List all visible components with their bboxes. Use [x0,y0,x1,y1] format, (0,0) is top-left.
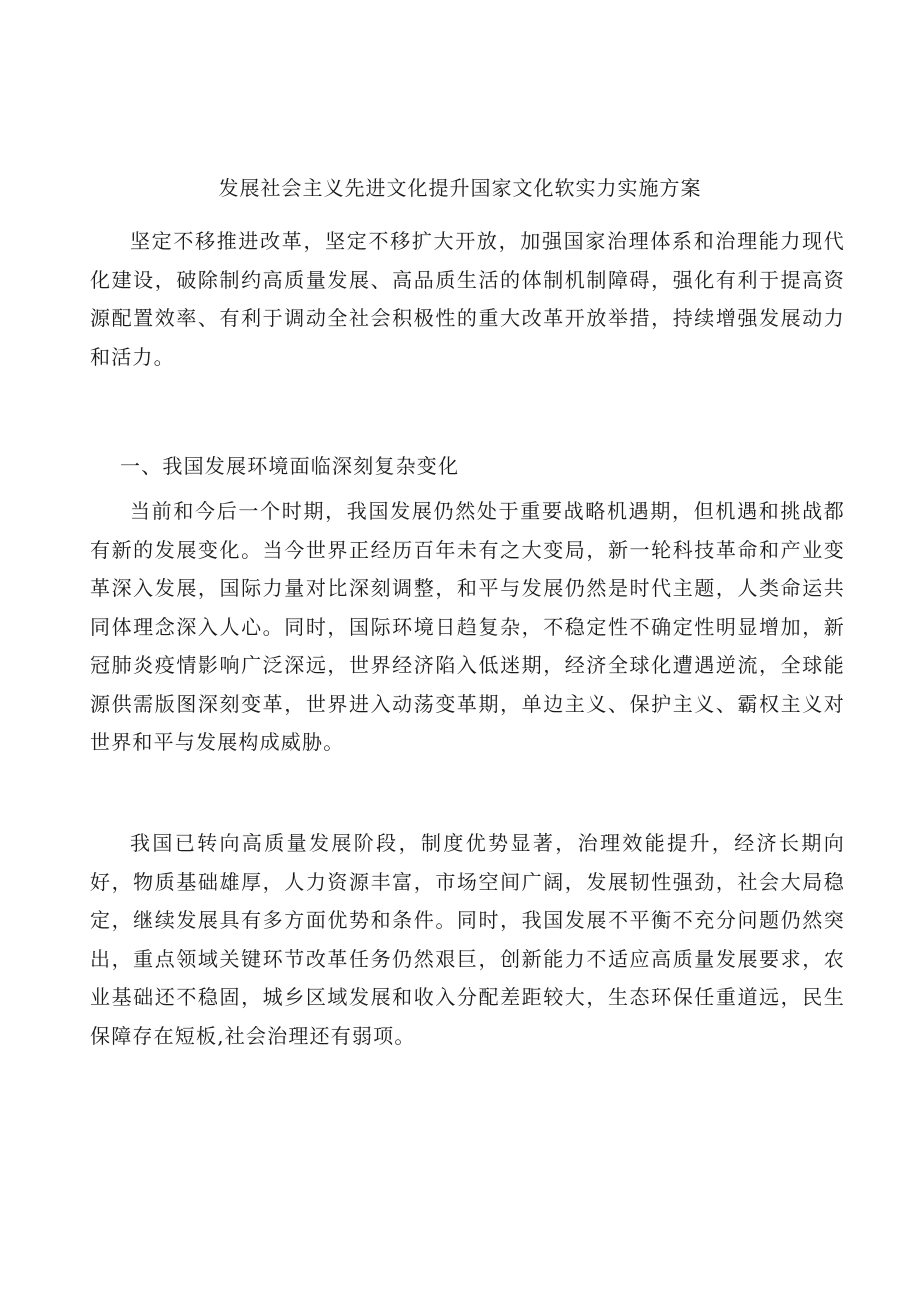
section-paragraph-2: 我国已转向高质量发展阶段，制度优势显著，治理效能提升，经济长期向好，物质基础雄厚，人力资源丰富，市场空间广阔，发展韧性强劲，社会大局稳定，继续发展具有多方面优势和条件。同时，我国发展不平衡不充分问题仍然突出，重点领域关键环节改革任务仍然艰巨，创新能力不适应高质量发展要求，农业基础还不稳固，城乡区域发展和收入分配差距较大，生态环保任重道远，民生保障存在短板,社会治理还有弱项。 [90,831,845,1048]
section-paragraph-1: 当前和今后一个时期，我国发展仍然处于重要战略机遇期，但机遇和挑战都有新的发展变化。当今世界正经历百年未有之大变局，新一轮科技革命和产业变革深入发展，国际力量对比深刻调整，和平与发展仍然是时代主题，人类命运共同体理念深入人心。同时，国际环境日趋复杂，不稳定性不确定性明显增加，新冠肺炎疫情影响广泛深远，世界经济陷入低迷期，经济全球化遭遇逆流，全球能源供需版图深刻变革，世界进入动荡变革期，单边主义、保护主义、霸权主义对世界和平与发展构成威胁。 [90,499,845,754]
document-title: 发展社会主义先进文化提升国家文化软实力实施方案 [218,176,702,200]
intro-paragraph: 坚定不移推进改革，坚定不移扩大开放，加强国家治理体系和治理能力现代化建设，破除制约高质量发展、高品质生活的体制机制障碍，强化有利于提高资源配置效率、有利于调动全社会积极性的重大改革开放举措，持续增强发展动力和活力。 [90,229,845,369]
section-heading: 一、我国发展环境面临深刻复杂变化 [120,454,460,478]
